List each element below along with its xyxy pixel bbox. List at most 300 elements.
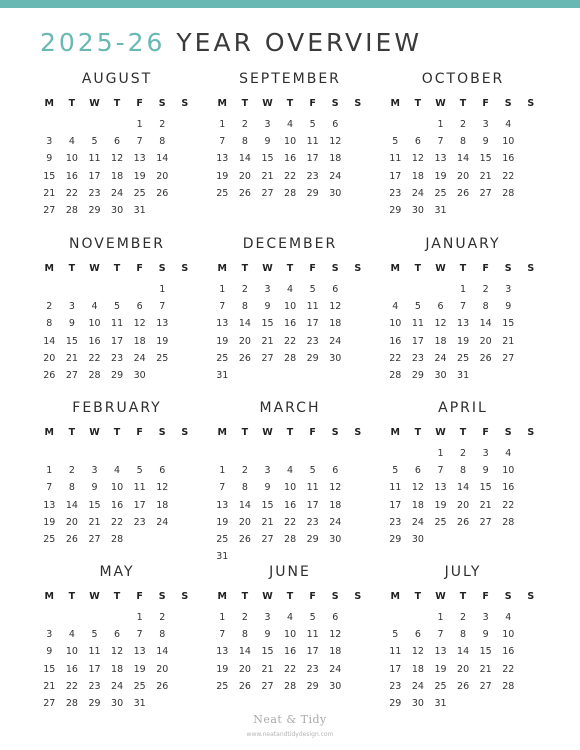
day-cell: 20 xyxy=(457,499,470,511)
day-grid xyxy=(384,609,542,712)
weekday-label: F xyxy=(309,98,316,109)
day-cell: 6 xyxy=(437,301,444,313)
day-cell: 2 xyxy=(159,119,166,130)
day-cell: 7 xyxy=(46,482,53,494)
day-cell: 8 xyxy=(460,629,467,641)
weekday-label: W xyxy=(435,263,446,274)
day-cell: 25 xyxy=(43,533,56,545)
day-cell: 27 xyxy=(479,680,492,692)
day-cell: 3 xyxy=(264,612,271,623)
weekday-label: M xyxy=(217,98,228,109)
day-cell: 7 xyxy=(159,301,166,313)
month-november xyxy=(38,233,196,384)
weekday-label: T xyxy=(68,591,76,602)
month-name: JUNE xyxy=(269,564,311,580)
day-cell: 19 xyxy=(43,516,56,528)
day-cell: 15 xyxy=(43,170,56,182)
weekday-label: S xyxy=(354,427,362,438)
weekday-label: S xyxy=(354,263,362,274)
day-cell: 16 xyxy=(65,170,78,182)
day-cell: 25 xyxy=(216,680,229,692)
day-cell: 31 xyxy=(457,369,470,381)
day-cell: 16 xyxy=(111,499,124,511)
day-grid xyxy=(38,609,196,712)
day-cell: 13 xyxy=(434,153,447,165)
day-cell: 24 xyxy=(111,680,124,692)
day-cell: 12 xyxy=(329,482,342,494)
day-cell: 27 xyxy=(261,187,274,199)
day-cell: 15 xyxy=(479,482,492,494)
day-cell: 29 xyxy=(306,533,319,545)
weekday-header xyxy=(38,94,196,114)
day-cell: 10 xyxy=(502,465,515,477)
day-cell: 10 xyxy=(284,482,297,494)
weekday-label: F xyxy=(136,263,143,274)
day-cell: 25 xyxy=(133,187,146,199)
day-cell: 11 xyxy=(88,646,101,658)
day-cell: 19 xyxy=(216,663,229,675)
day-cell: 16 xyxy=(65,663,78,675)
day-cell: 17 xyxy=(306,153,319,165)
day-cell: 13 xyxy=(216,153,229,165)
day-cell: 3 xyxy=(264,119,271,130)
day-cell: 9 xyxy=(482,136,489,148)
day-grid xyxy=(211,281,369,384)
day-cell: 12 xyxy=(329,136,342,148)
day-cell: 12 xyxy=(111,153,124,165)
day-cell: 25 xyxy=(457,352,470,364)
day-cell: 19 xyxy=(133,170,146,182)
day-cell: 16 xyxy=(284,499,297,511)
day-cell: 24 xyxy=(411,680,424,692)
empty-day-cell xyxy=(211,445,234,462)
empty-day-cell xyxy=(128,445,151,462)
empty-day-cell xyxy=(301,445,324,462)
day-cell: 1 xyxy=(136,119,143,130)
day-cell: 14 xyxy=(156,646,169,658)
day-cell: 27 xyxy=(65,369,78,381)
day-cell: 20 xyxy=(156,170,169,182)
month-september xyxy=(211,68,369,202)
empty-day-cell xyxy=(38,445,61,462)
day-cell: 22 xyxy=(284,663,297,675)
day-cell: 25 xyxy=(133,680,146,692)
day-cell: 28 xyxy=(502,516,515,528)
day-cell: 11 xyxy=(411,318,424,330)
day-grid xyxy=(384,445,542,548)
day-cell: 18 xyxy=(133,335,146,347)
day-cell: 1 xyxy=(219,465,226,477)
month-name: APRIL xyxy=(438,400,488,416)
weekday-label: S xyxy=(331,263,339,274)
day-cell: 29 xyxy=(389,697,402,709)
day-grid xyxy=(211,609,369,695)
day-cell: 25 xyxy=(156,352,169,364)
day-cell: 8 xyxy=(460,465,467,477)
day-cell: 31 xyxy=(133,697,146,709)
weekday-label: M xyxy=(390,263,401,274)
month-name: MARCH xyxy=(259,400,321,416)
weekday-label: W xyxy=(262,263,273,274)
weekday-header xyxy=(211,423,369,443)
empty-day-cell xyxy=(324,445,347,462)
day-cell: 19 xyxy=(156,335,169,347)
day-cell: 10 xyxy=(65,153,78,165)
day-cell: 5 xyxy=(114,301,121,313)
month-june xyxy=(211,561,369,695)
weekday-label: S xyxy=(181,98,189,109)
day-grid xyxy=(38,116,196,219)
day-cell: 14 xyxy=(457,153,470,165)
weekday-label: S xyxy=(158,98,166,109)
day-cell: 21 xyxy=(479,663,492,675)
day-cell: 27 xyxy=(502,352,515,364)
day-cell: 16 xyxy=(389,335,402,347)
day-cell: 13 xyxy=(133,153,146,165)
day-cell: 14 xyxy=(238,646,251,658)
day-cell: 8 xyxy=(159,629,166,641)
empty-day-cell xyxy=(128,281,151,298)
day-cell: 12 xyxy=(411,482,424,494)
day-cell: 1 xyxy=(136,612,143,623)
month-name: SEPTEMBER xyxy=(239,71,341,87)
weekday-label: T xyxy=(68,427,76,438)
day-cell: 30 xyxy=(411,533,424,545)
day-cell: 10 xyxy=(284,301,297,313)
day-cell: 13 xyxy=(216,499,229,511)
day-cell: 26 xyxy=(238,352,251,364)
day-cell: 13 xyxy=(216,646,229,658)
day-cell: 5 xyxy=(309,465,316,477)
day-cell: 19 xyxy=(434,170,447,182)
day-cell: 27 xyxy=(479,187,492,199)
day-cell: 30 xyxy=(329,187,342,199)
day-cell: 19 xyxy=(216,335,229,347)
day-cell: 17 xyxy=(389,663,402,675)
day-cell: 26 xyxy=(156,187,169,199)
day-cell: 22 xyxy=(284,516,297,528)
weekday-label: S xyxy=(504,427,512,438)
weekday-header xyxy=(384,94,542,114)
weekday-label: F xyxy=(482,427,489,438)
weekday-label: S xyxy=(527,427,535,438)
day-cell: 13 xyxy=(156,318,169,330)
day-cell: 2 xyxy=(159,612,166,623)
day-cell: 23 xyxy=(88,187,101,199)
day-cell: 12 xyxy=(411,153,424,165)
day-cell: 7 xyxy=(219,136,226,148)
day-cell: 20 xyxy=(238,516,251,528)
weekday-label: M xyxy=(217,591,228,602)
day-cell: 1 xyxy=(159,284,166,295)
day-cell: 4 xyxy=(91,301,98,313)
day-cell: 11 xyxy=(389,153,402,165)
day-cell: 5 xyxy=(91,629,98,641)
day-cell: 16 xyxy=(284,646,297,658)
day-cell: 18 xyxy=(111,170,124,182)
day-cell: 3 xyxy=(482,119,489,130)
day-cell: 10 xyxy=(389,318,402,330)
weekday-label: W xyxy=(435,591,446,602)
month-name: JULY xyxy=(444,564,482,580)
day-cell: 15 xyxy=(88,499,101,511)
day-cell: 6 xyxy=(414,629,421,641)
month-july xyxy=(384,561,542,712)
day-cell: 29 xyxy=(411,369,424,381)
day-cell: 12 xyxy=(133,318,146,330)
day-cell: 23 xyxy=(389,187,402,199)
weekday-label: T xyxy=(414,591,422,602)
day-cell: 20 xyxy=(457,663,470,675)
day-cell: 4 xyxy=(505,448,512,459)
day-cell: 7 xyxy=(219,301,226,313)
day-cell: 21 xyxy=(261,335,274,347)
day-cell: 3 xyxy=(264,284,271,295)
day-cell: 31 xyxy=(133,204,146,216)
day-cell: 5 xyxy=(91,136,98,148)
weekday-label: T xyxy=(241,591,249,602)
day-cell: 23 xyxy=(306,516,319,528)
month-name: AUGUST xyxy=(81,71,153,87)
empty-day-cell xyxy=(151,445,174,462)
weekday-header xyxy=(384,259,542,279)
weekday-header xyxy=(211,587,369,607)
day-cell: 6 xyxy=(414,465,421,477)
empty-day-cell xyxy=(38,609,61,626)
day-cell: 24 xyxy=(329,335,342,347)
day-cell: 16 xyxy=(284,153,297,165)
day-cell: 19 xyxy=(434,499,447,511)
weekday-header xyxy=(38,423,196,443)
day-cell: 17 xyxy=(306,499,319,511)
day-grid xyxy=(38,281,196,384)
weekday-label: T xyxy=(459,263,467,274)
day-cell: 15 xyxy=(261,318,274,330)
day-cell: 3 xyxy=(264,465,271,477)
day-cell: 12 xyxy=(111,646,124,658)
weekday-label: T xyxy=(286,263,294,274)
day-cell: 9 xyxy=(264,301,271,313)
weekday-label: F xyxy=(309,591,316,602)
weekday-header xyxy=(384,587,542,607)
day-cell: 11 xyxy=(306,136,319,148)
day-cell: 13 xyxy=(434,482,447,494)
day-cell: 31 xyxy=(434,697,447,709)
day-cell: 3 xyxy=(482,448,489,459)
day-cell: 20 xyxy=(65,516,78,528)
month-december xyxy=(211,233,369,384)
weekday-label: F xyxy=(136,98,143,109)
day-cell: 16 xyxy=(502,153,515,165)
empty-day-cell xyxy=(407,445,430,462)
empty-day-cell xyxy=(384,609,407,626)
day-cell: 16 xyxy=(88,335,101,347)
day-cell: 23 xyxy=(306,663,319,675)
day-cell: 4 xyxy=(392,301,399,313)
weekday-label: T xyxy=(459,427,467,438)
title-year: 2025-26 xyxy=(40,28,166,57)
day-cell: 30 xyxy=(111,697,124,709)
day-cell: 29 xyxy=(88,204,101,216)
day-cell: 2 xyxy=(46,301,53,313)
day-cell: 17 xyxy=(389,499,402,511)
weekday-label: M xyxy=(44,263,55,274)
day-cell: 14 xyxy=(457,646,470,658)
day-cell: 18 xyxy=(329,499,342,511)
day-cell: 9 xyxy=(264,629,271,641)
day-cell: 3 xyxy=(46,629,53,641)
weekday-label: S xyxy=(527,98,535,109)
day-cell: 13 xyxy=(133,646,146,658)
weekday-label: W xyxy=(262,98,273,109)
day-cell: 25 xyxy=(434,187,447,199)
day-cell: 13 xyxy=(216,318,229,330)
day-cell: 30 xyxy=(111,204,124,216)
weekday-label: T xyxy=(414,98,422,109)
day-cell: 17 xyxy=(306,318,319,330)
empty-day-cell xyxy=(407,281,430,298)
day-cell: 15 xyxy=(502,318,515,330)
weekday-label: W xyxy=(435,98,446,109)
day-cell: 7 xyxy=(437,465,444,477)
day-cell: 20 xyxy=(479,335,492,347)
day-cell: 9 xyxy=(505,301,512,313)
day-cell: 30 xyxy=(329,533,342,545)
day-cell: 20 xyxy=(156,663,169,675)
day-cell: 22 xyxy=(502,663,515,675)
day-cell: 1 xyxy=(219,284,226,295)
weekday-header xyxy=(211,94,369,114)
month-february xyxy=(38,397,196,548)
weekday-label: F xyxy=(309,427,316,438)
day-cell: 14 xyxy=(479,318,492,330)
day-cell: 18 xyxy=(411,499,424,511)
day-cell: 23 xyxy=(306,170,319,182)
month-october xyxy=(384,68,542,219)
day-cell: 26 xyxy=(156,680,169,692)
day-cell: 4 xyxy=(287,119,294,130)
day-cell: 22 xyxy=(111,516,124,528)
weekday-label: M xyxy=(390,591,401,602)
day-cell: 17 xyxy=(111,335,124,347)
day-cell: 15 xyxy=(261,499,274,511)
weekday-header xyxy=(384,423,542,443)
day-cell: 2 xyxy=(460,119,467,130)
weekday-label: S xyxy=(158,591,166,602)
day-cell: 28 xyxy=(284,680,297,692)
day-cell: 7 xyxy=(437,136,444,148)
day-cell: 7 xyxy=(437,629,444,641)
day-cell: 8 xyxy=(159,136,166,148)
day-cell: 11 xyxy=(88,153,101,165)
day-cell: 13 xyxy=(434,646,447,658)
day-cell: 29 xyxy=(306,352,319,364)
day-cell: 25 xyxy=(216,352,229,364)
weekday-label: F xyxy=(482,591,489,602)
day-cell: 21 xyxy=(479,499,492,511)
day-cell: 22 xyxy=(502,170,515,182)
day-cell: 3 xyxy=(91,465,98,477)
day-cell: 26 xyxy=(43,369,56,381)
day-cell: 19 xyxy=(434,663,447,675)
day-cell: 22 xyxy=(389,352,402,364)
weekday-label: S xyxy=(504,98,512,109)
day-cell: 10 xyxy=(111,482,124,494)
day-cell: 12 xyxy=(411,646,424,658)
day-cell: 21 xyxy=(261,170,274,182)
weekday-label: S xyxy=(331,427,339,438)
day-cell: 15 xyxy=(261,153,274,165)
day-cell: 12 xyxy=(434,318,447,330)
empty-day-cell xyxy=(106,116,129,133)
day-cell: 1 xyxy=(219,119,226,130)
empty-day-cell xyxy=(234,445,257,462)
day-cell: 6 xyxy=(114,629,121,641)
day-cell: 8 xyxy=(482,301,489,313)
day-cell: 13 xyxy=(43,499,56,511)
day-cell: 27 xyxy=(88,533,101,545)
day-cell: 19 xyxy=(216,170,229,182)
day-cell: 2 xyxy=(68,465,75,477)
weekday-label: S xyxy=(181,427,189,438)
day-cell: 9 xyxy=(264,482,271,494)
day-cell: 10 xyxy=(284,136,297,148)
day-cell: 17 xyxy=(411,335,424,347)
weekday-label: S xyxy=(527,591,535,602)
day-cell: 24 xyxy=(434,352,447,364)
empty-day-cell xyxy=(83,116,106,133)
weekday-label: T xyxy=(113,98,121,109)
weekday-label: S xyxy=(527,263,535,274)
day-cell: 15 xyxy=(479,153,492,165)
day-cell: 7 xyxy=(136,136,143,148)
weekday-label: T xyxy=(241,263,249,274)
day-cell: 25 xyxy=(216,187,229,199)
day-cell: 4 xyxy=(68,136,75,148)
day-cell: 6 xyxy=(332,284,339,295)
day-cell: 15 xyxy=(261,646,274,658)
day-cell: 5 xyxy=(392,629,399,641)
weekday-label: M xyxy=(390,98,401,109)
day-cell: 28 xyxy=(389,369,402,381)
day-cell: 26 xyxy=(457,516,470,528)
weekday-label: T xyxy=(113,591,121,602)
day-cell: 15 xyxy=(479,646,492,658)
day-cell: 28 xyxy=(284,533,297,545)
day-cell: 2 xyxy=(460,612,467,623)
day-cell: 24 xyxy=(411,187,424,199)
day-grid xyxy=(211,445,369,565)
weekday-label: W xyxy=(89,591,100,602)
weekday-header xyxy=(38,259,196,279)
day-cell: 27 xyxy=(479,516,492,528)
empty-day-cell xyxy=(61,445,84,462)
day-cell: 14 xyxy=(457,482,470,494)
day-cell: 28 xyxy=(502,680,515,692)
day-cell: 14 xyxy=(238,153,251,165)
day-cell: 5 xyxy=(392,465,399,477)
day-cell: 6 xyxy=(414,136,421,148)
day-cell: 27 xyxy=(261,352,274,364)
day-cell: 11 xyxy=(306,482,319,494)
day-cell: 21 xyxy=(43,680,56,692)
brand-logo: Neat & Tidy xyxy=(253,713,327,726)
day-cell: 2 xyxy=(241,612,248,623)
month-name: NOVEMBER xyxy=(69,236,165,252)
empty-day-cell xyxy=(61,116,84,133)
month-may xyxy=(38,561,196,712)
weekday-label: M xyxy=(217,427,228,438)
